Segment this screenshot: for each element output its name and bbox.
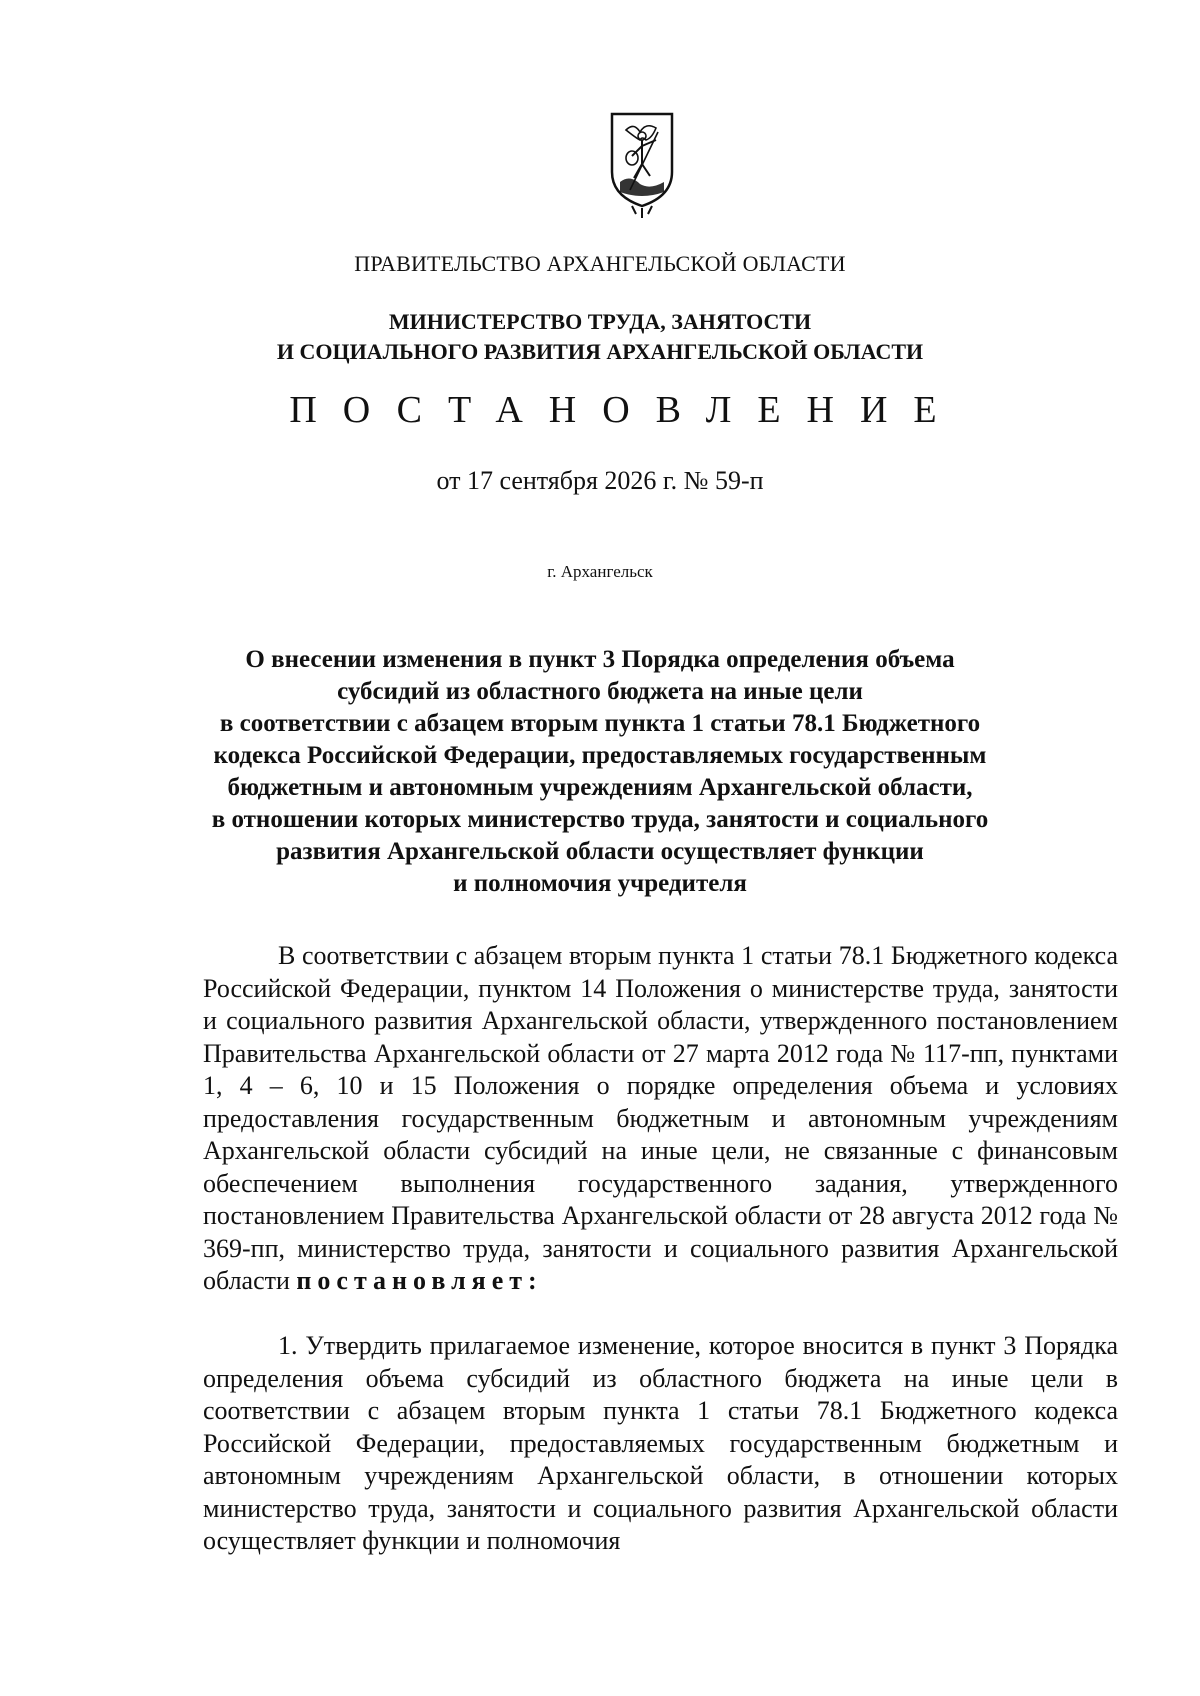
title-line: субсидий из областного бюджета на иные цели: [337, 678, 863, 705]
clause-1-paragraph: [203, 1330, 1118, 1558]
ministry-line-1: МИНИСТЕРСТВО ТРУДА, ЗАНЯТОСТИ: [388, 309, 812, 334]
title-line: бюджетным и автономным учреждениям Архангельской области,: [227, 774, 973, 801]
title-line: и полномочия учредителя: [453, 870, 747, 897]
ministry-heading: [0, 307, 1200, 367]
title-line: развития Архангельской области осуществляет функции: [276, 838, 924, 865]
document-title: [0, 644, 1200, 900]
preamble-text: [203, 940, 1118, 1298]
title-line: в отношении которых министерство труда, занятости и социального: [211, 806, 989, 833]
title-line: в соответствии с абзацем вторым пункта 1 статьи 78.1 Бюджетного: [219, 710, 981, 737]
document-city: г. Архангельск: [547, 562, 653, 581]
decrees-word: постановляет:: [296, 1266, 543, 1295]
document-type: ПОСТАНОВЛЕНИЕ: [289, 389, 963, 431]
coat-of-arms-icon: [606, 110, 678, 222]
title-line: кодекса Российской Федерации, предоставляемых государственным: [213, 742, 987, 769]
document-date-number: от 17 сентября 2026 г. № 59-п: [436, 466, 764, 495]
clause-1-text: 1. Утвердить прилагаемое изменение, которое вносится в пункт 3 Порядка определения объема субсидий из областного бюджета на иные цели в соответствии с абзацем вторым пункта 1 статьи 78.1 Бюджетного кодекса Российской Федерации, предоставляемых государственным бюджетным и автономным учреждениям Архангельской области, в отношении которых министерство труда, занятости и социального развития Архангельской области осуществляет функции и полномочия: [203, 1331, 1118, 1555]
government-heading: ПРАВИТЕЛЬСТВО АРХАНГЕЛЬСКОЙ ОБЛАСТИ: [354, 251, 846, 276]
preamble-body: В соответствии с абзацем вторым пункта 1 статьи 78.1 Бюджетного кодекса Российской Федерации, пунктом 14 Положения о министерстве труда, занятости и социального развития Архангельской области, утвержденного постановлением Правительства Архангельской области от 27 марта 2012 года № 117-пп, пунктами 1, 4 – 6, 10 и 15 Положения о порядке определения объема и условиях предоставления государственным бюджетным и автономным учреждениям Архангельской области субсидий на иные цели, не связанные с финансовым обеспечением выполнения государственного задания, утвержденного постановлением Правительства Архангельской области от 28 августа 2012 года № 369-пп, министерство труда, занятости и социального развития Архангельской области: [203, 941, 1118, 1295]
title-line: О внесении изменения в пункт 3 Порядка определения объема: [245, 646, 955, 673]
preamble-paragraph: [203, 940, 1118, 1298]
ministry-line-2: И СОЦИАЛЬНОГО РАЗВИТИЯ АРХАНГЕЛЬСКОЙ ОБЛАСТИ: [276, 339, 924, 364]
